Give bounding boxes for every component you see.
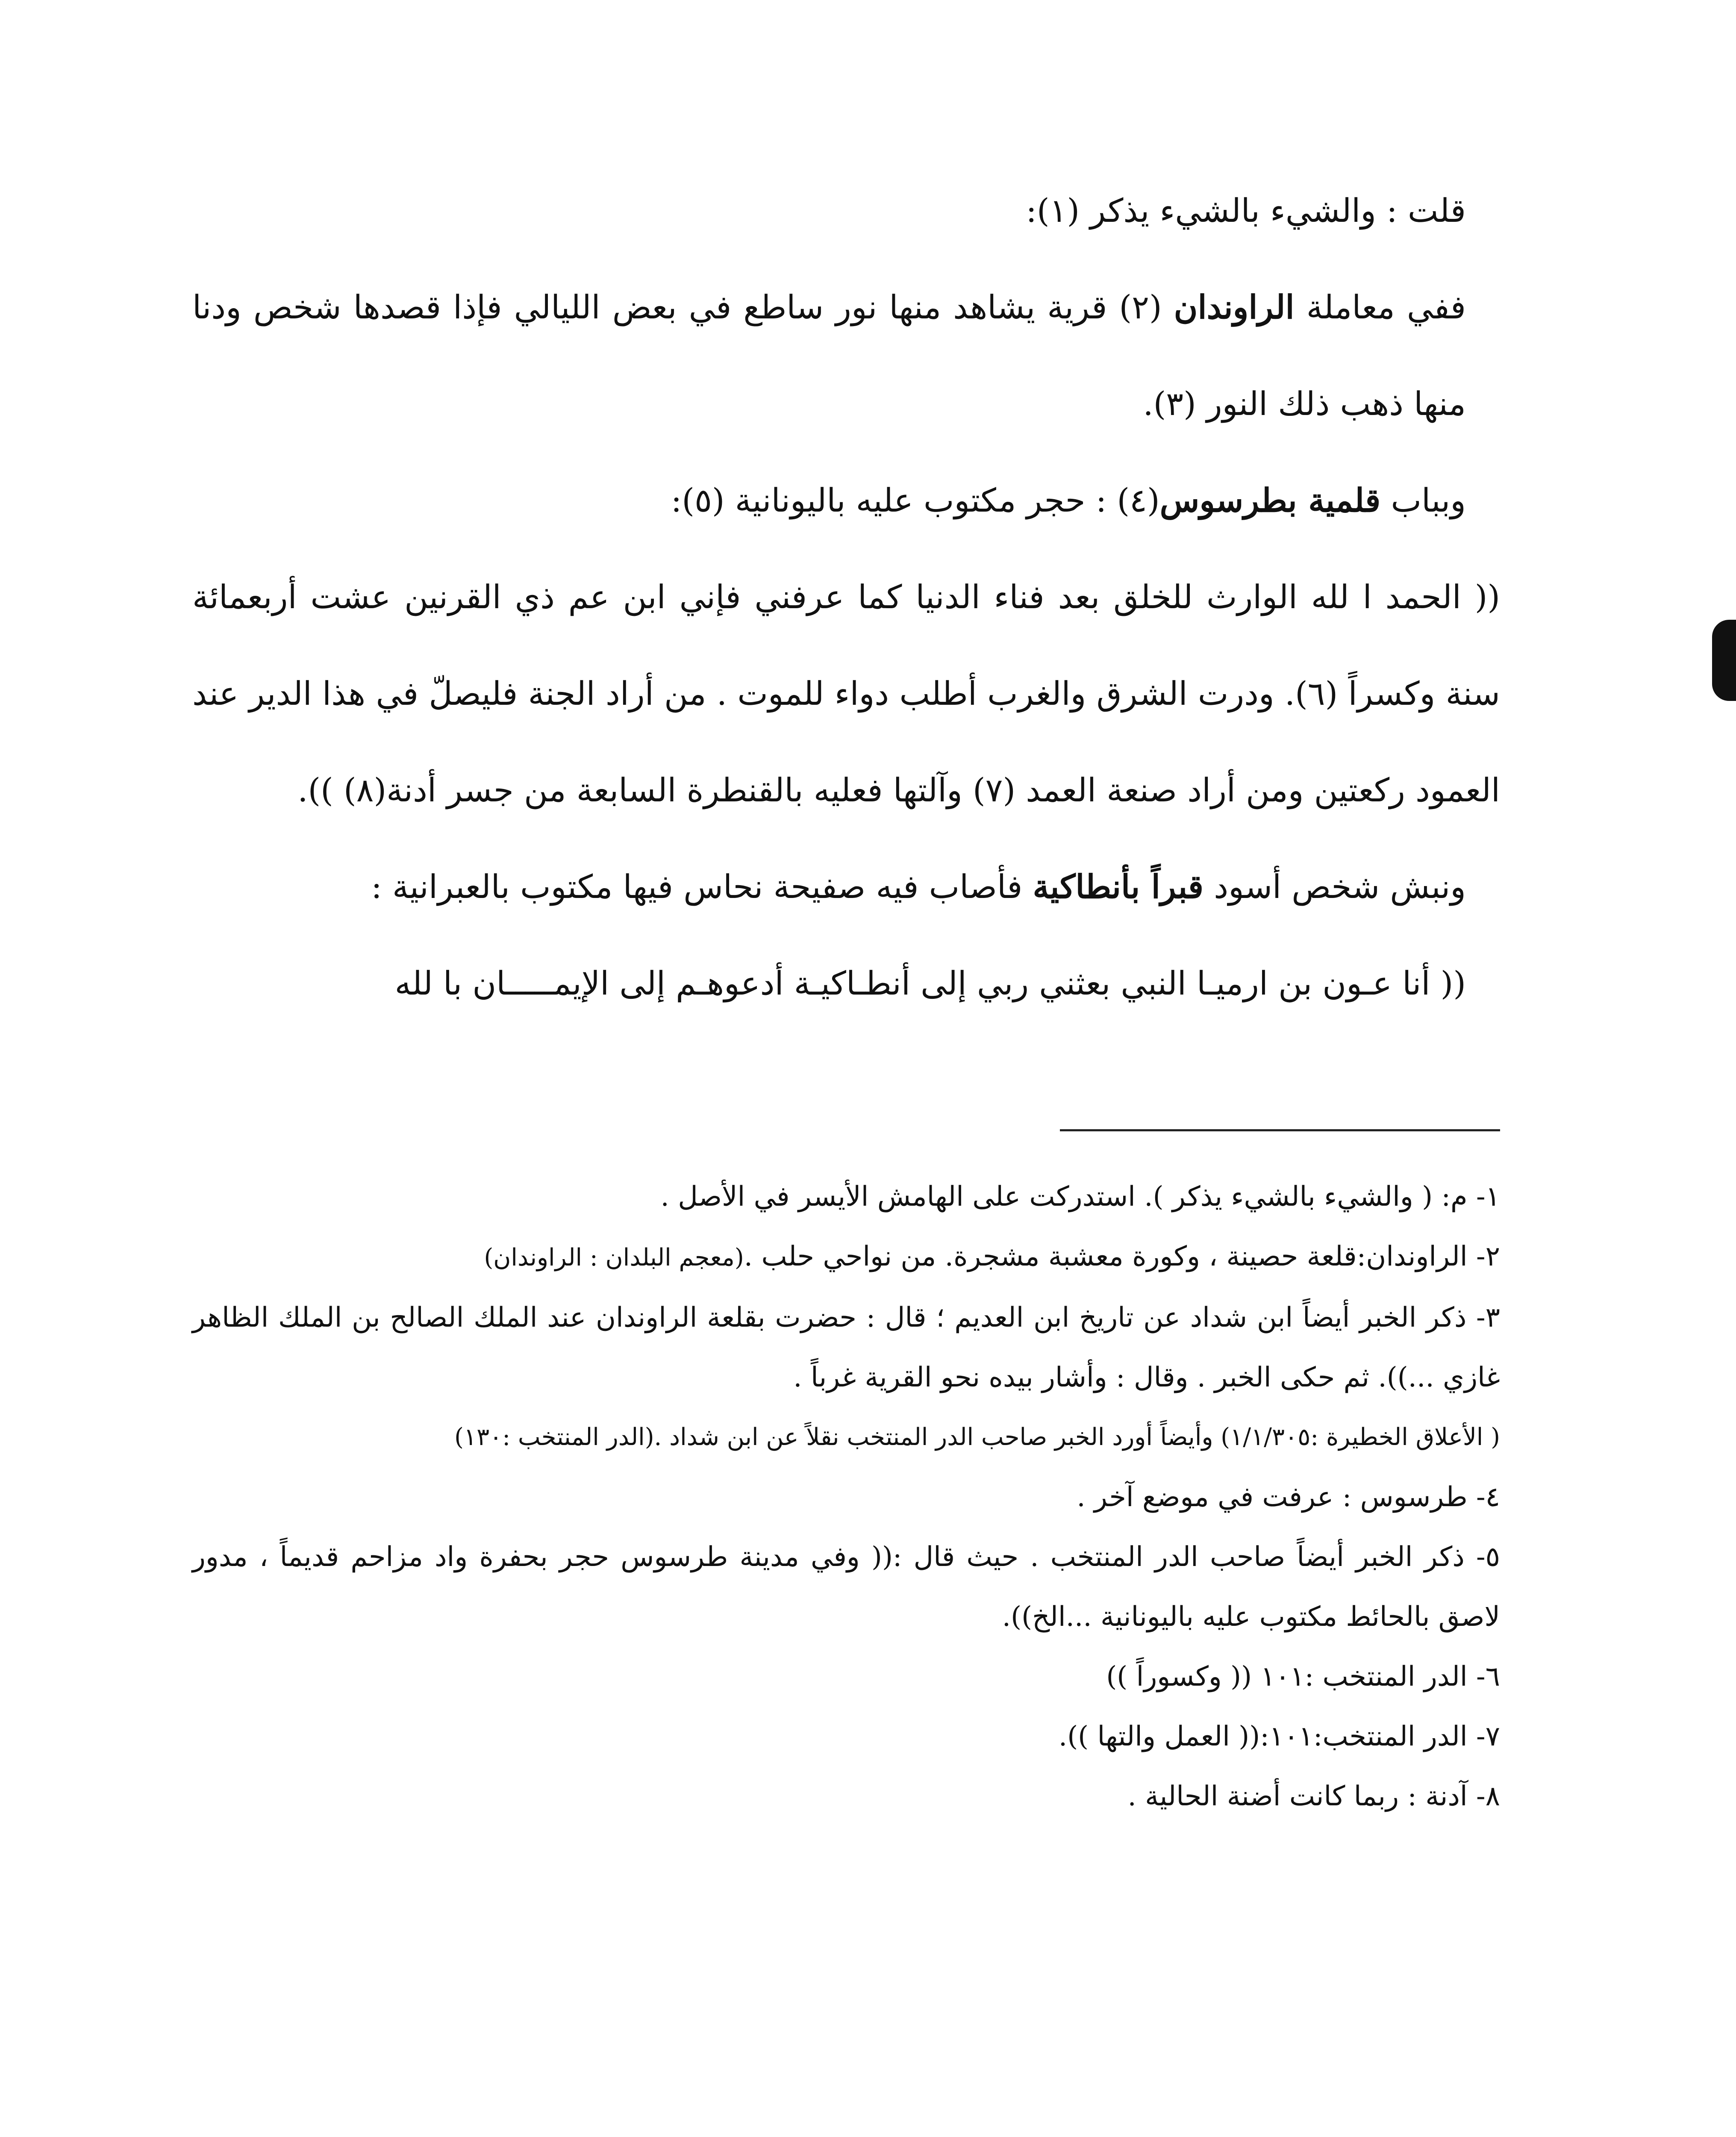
- p3-text-post: (٤) : حجر مكتوب عليه باليونانية (٥):: [671, 481, 1160, 519]
- p3-place-name: قلمية بطرسوس: [1159, 481, 1381, 519]
- footnote-1: ١- م: ( والشيء بالشيء يذكر ). استدركت على الهامش الأيسر في الأصل .: [660, 1181, 1500, 1213]
- footnote-separator: [1060, 1129, 1500, 1131]
- footnote-3: ٣- ذكر الخبر أيضاً ابن شداد عن تاريخ ابن العديم ؛ قال : حضرت بقلعة الراوندان عند الملك الصالح بن الملك الظاهر غازي ...)). ثم حكى الخبر . وقال : وأشار بيده نحو القرية غرباً .: [192, 1302, 1501, 1393]
- footnote-8: ٨- آدنة : ربما كانت أضنة الحالية .: [1127, 1781, 1500, 1812]
- footnote-5: ٥- ذكر الخبر أيضاً صاحب الدر المنتخب . حيث قال :(( وفي مدينة طرسوس حجر بحفرة واد مزاحم قديماً ، مدور لاصق بالحائط مكتوب عليه باليونانية ...الخ)).: [192, 1541, 1501, 1633]
- footnote-3-reference: ( الأعلاق الخطيرة :١/١/٣٠٥) وأيضاً أورد الخبر صاحب الدر المنتخب نقلاً عن ابن شداد .(الدر المنتخب :١٣٠): [454, 1423, 1500, 1451]
- footnote-7: ٧- الدر المنتخب:١٠١:(( العمل والتها )).: [1058, 1721, 1500, 1752]
- paragraph-4-inscription: (( الحمد ا لله الوارث للخلق بعد فناء الدنيا كما عرفني فإني ابن عم ذي القرنين عشت أربعمائة سنة وكسراً (٦). ودرت الشرق والغرب أطلب دواء للموت . من أراد الجنة فليصلّ في هذا الدير عند العمود ركعتين ومن أراد صنعة العمد (٧) وآلتها فعليه بالقنطرة السابعة من جسر أدنة(٨) )).: [192, 578, 1500, 809]
- p5-text-pre: ونبش شخص أسود: [1203, 868, 1466, 906]
- footnote-2-text: ٢- الراوندان:قلعة حصينة ، وكورة معشبة مشجرة. من نواحي حلب .: [744, 1241, 1500, 1272]
- paragraph-3: [192, 452, 1500, 549]
- footnote-2-reference: (معجم البلدان : الراوندان): [484, 1244, 744, 1272]
- p5-text-post: فأصاب فيه صفيحة نحاس فيها مكتوب بالعبرانية :: [371, 868, 1033, 906]
- p2-place-name: الراوندان: [1174, 288, 1295, 326]
- footnote-6: ٦- الدر المنتخب :١٠١ (( وكسوراً )): [1106, 1661, 1500, 1693]
- footnote-2: [192, 1227, 1500, 1288]
- footnotes: [192, 1167, 1500, 1826]
- footnote-4: ٤- طرسوس : عرفت في موضع آخر .: [1077, 1481, 1500, 1513]
- paragraph-2: [192, 259, 1500, 452]
- paragraph-6-inscription: (( أنا عـون بن ارميـا النبي بعثني ربي إلى أنطـاكيـة أدعوهـم إلى الإيمـــــان با لله: [394, 964, 1466, 1002]
- page-edge-mark: [1712, 620, 1736, 701]
- paragraph-1: قلت : والشيء بالشيء يذكر (١):: [1026, 191, 1466, 230]
- paragraph-5: [192, 839, 1500, 935]
- main-text: [192, 162, 1500, 1032]
- p2-text-pre: ففي معاملة: [1294, 288, 1466, 326]
- p2-text-post: (٢) قرية يشاهد منها نور ساطع في بعض الليالي فإذا قصدها شخص ودنا منها ذهب ذلك النور (٣).: [192, 288, 1466, 423]
- p5-place-name: قبراً بأنطاكية: [1033, 868, 1204, 906]
- p3-text-pre: وبباب: [1380, 481, 1466, 519]
